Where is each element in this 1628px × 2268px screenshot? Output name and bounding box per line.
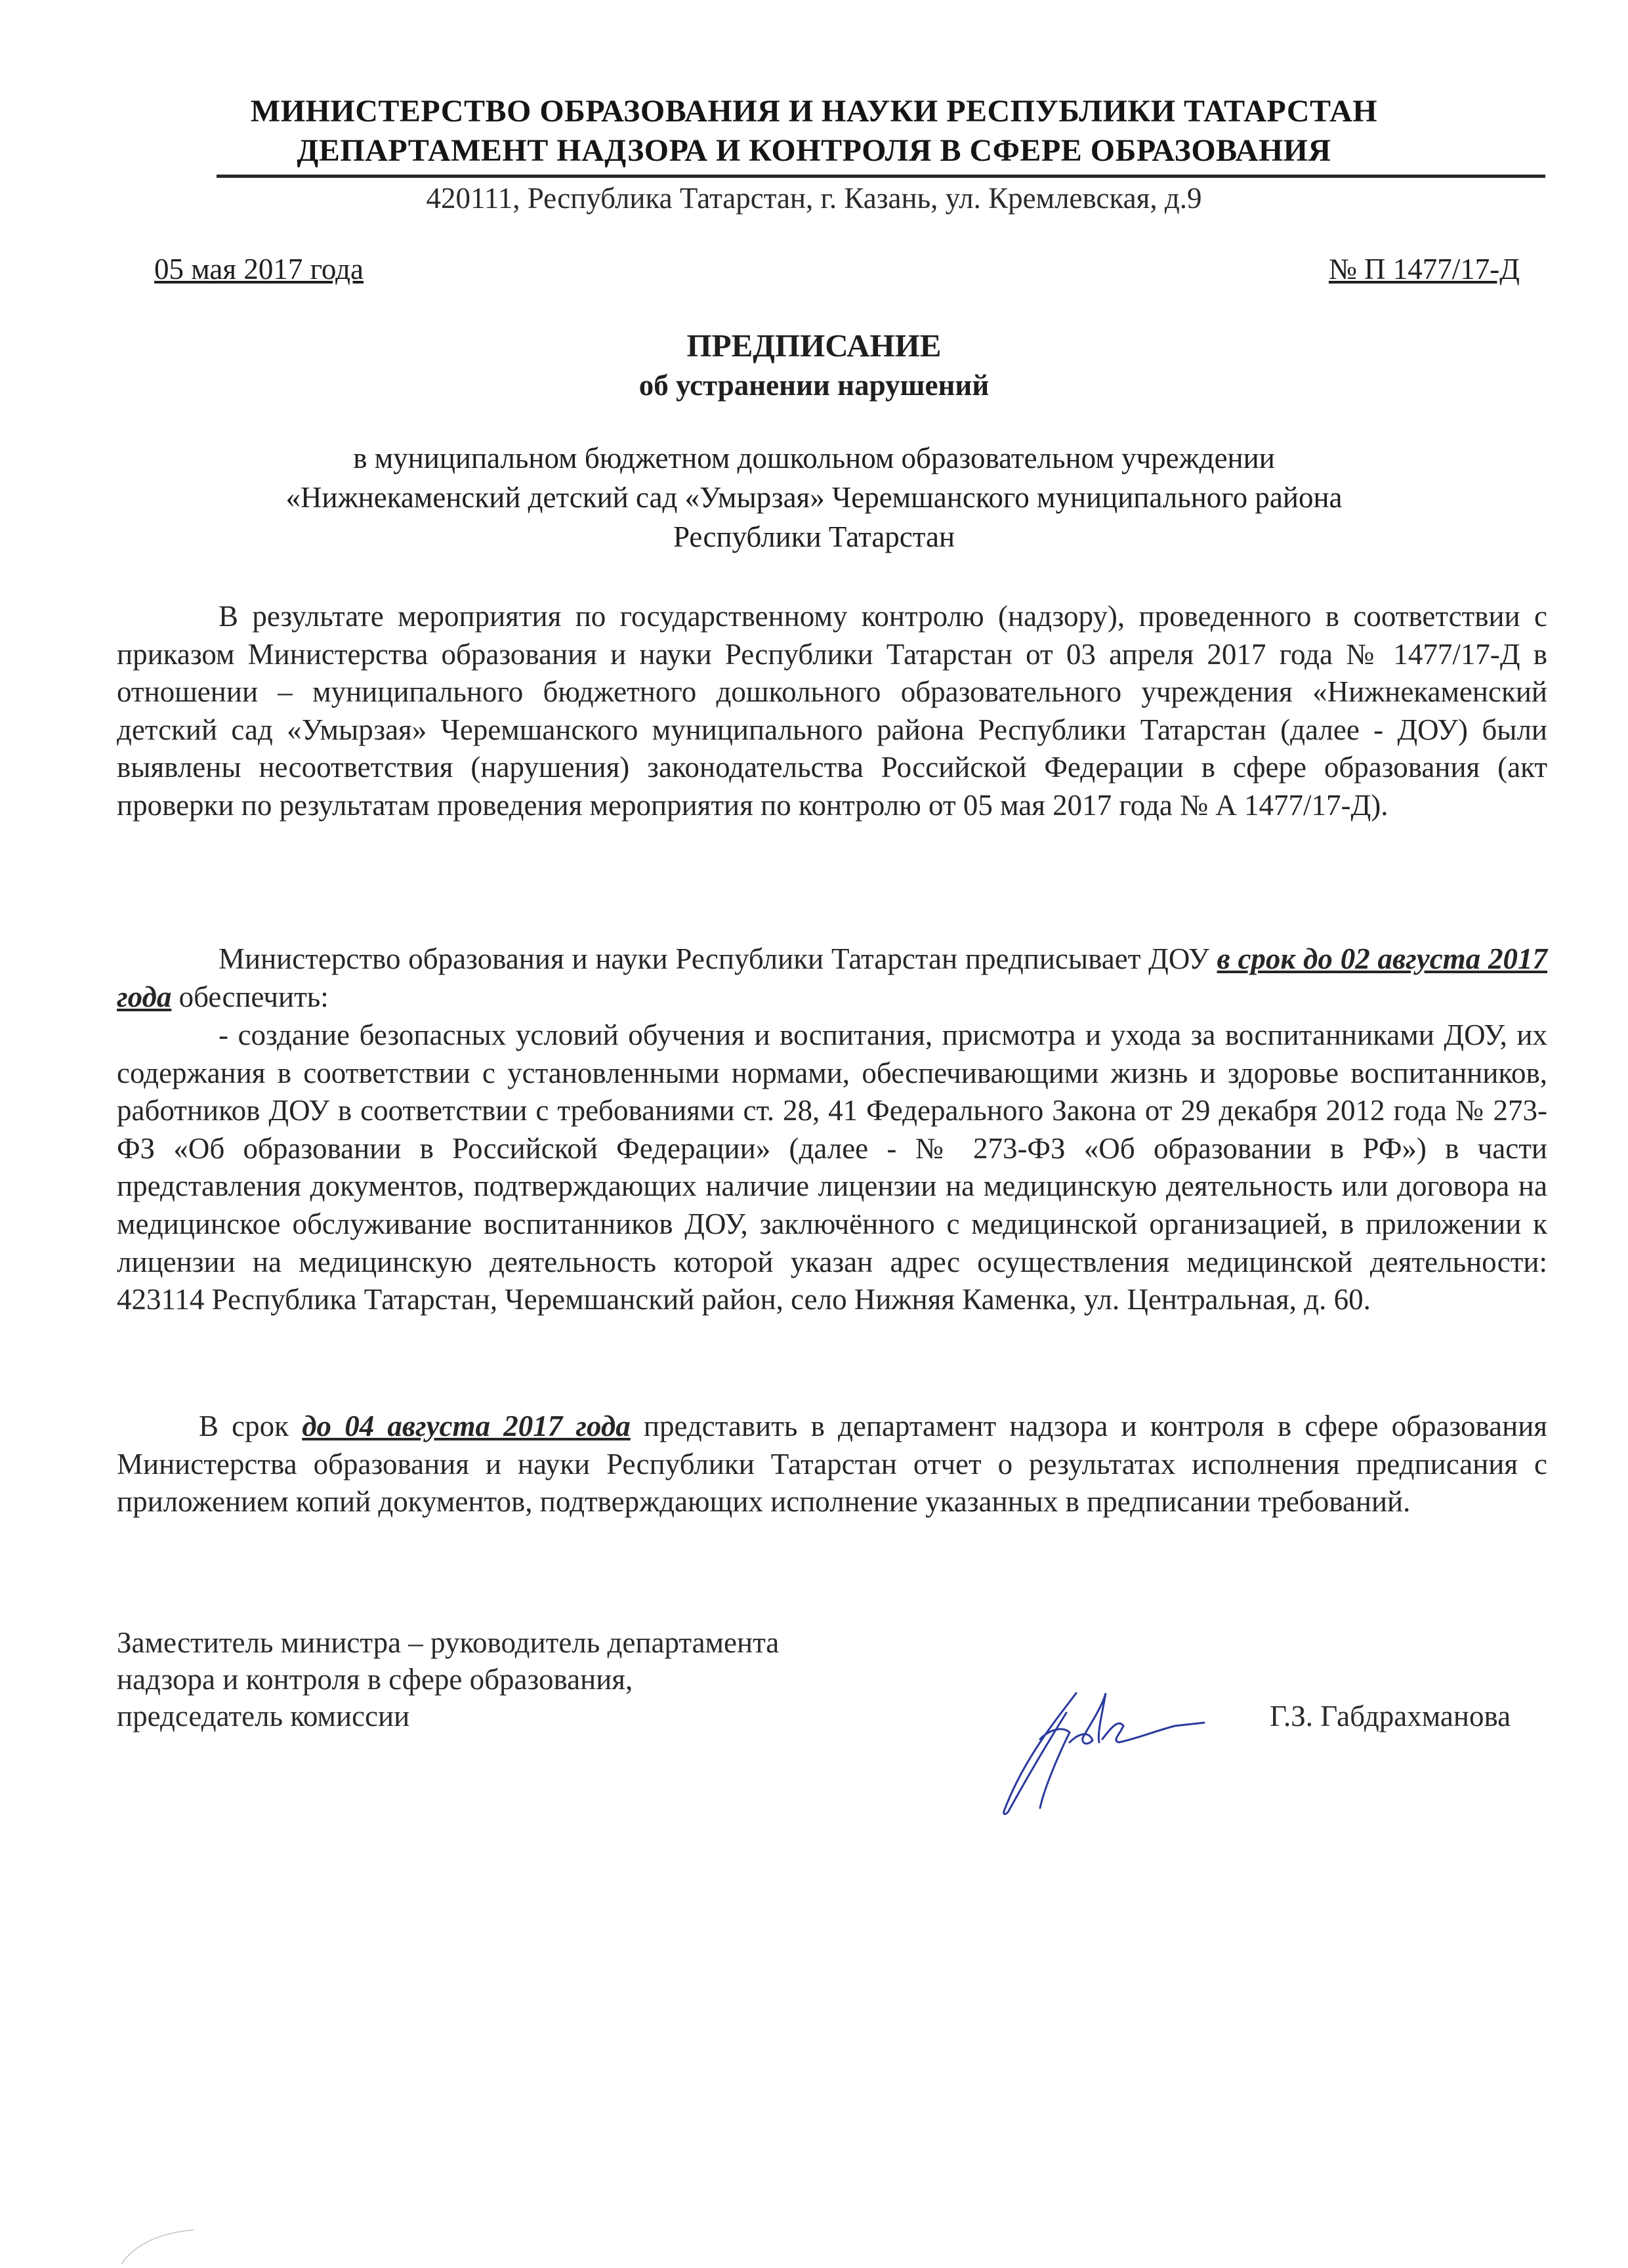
ministry-header: МИНИСТЕРСТВО ОБРАЗОВАНИЯ И НАУКИ РЕСПУБЛИКИ ТАТАРСТАН xyxy=(250,94,1378,129)
report-text: В срок xyxy=(199,1410,303,1442)
subject-line-2: «Нижнекаменский детский сад «Умырзая» Черемшанского муниципального района xyxy=(285,481,1343,514)
report-deadline: до 04 августа 2017 года xyxy=(302,1410,631,1442)
document-date: 05 мая 2017 года xyxy=(154,253,364,285)
document-title: ПРЕДПИСАНИЕ xyxy=(686,327,942,364)
paragraph-order xyxy=(117,940,1547,1016)
scan-corner-mark xyxy=(115,2225,207,2268)
signatory-name: Г.З. Габдрахманова xyxy=(1270,1700,1511,1732)
subject-line-3: Республики Татарстан xyxy=(673,520,955,553)
header-divider xyxy=(217,175,1545,178)
signatory-position-3: председатель комиссии xyxy=(117,1700,410,1732)
paragraph-findings: В результате мероприятия по государственному контролю (надзору), проведенного в соответствии с приказом Министерства образования и науки Республики Татарстан от 03 апреля 2017 года № 1477/17-Д в отношении – муниципального бюджетного дошкольного образовательного учреждения «Нижнекаменский детский сад «Умырзая» Черемшанского муниципального района Республики Татарстан (далее - ДОУ) были выявлены несоответствия (нарушения) законодательства Российской Федерации в сфере образования (акт проверки по результатам проведения мероприятия по контролю от 05 мая 2017 года № А 1477/17-Д). xyxy=(117,600,1547,822)
order-text-end: обеспечить: xyxy=(171,980,329,1013)
order-text: Министерство образования и науки Республики Татарстан предписывает ДОУ xyxy=(219,942,1217,975)
paragraph-report xyxy=(117,1408,1547,1521)
signatory-position-1: Заместитель министра – руководитель департамента xyxy=(117,1626,780,1659)
paragraph-requirement: - создание безопасных условий обучения и воспитания, присмотра и ухода за воспитанниками ДОУ, их содержания в соответствии с установленными нормами, обеспечивающими жизнь и здоровье воспитанников, работников ДОУ в соответствии с требованиями ст. 28, 41 Федерального Закона от 29 декабря 2012 года № 273-ФЗ «Об образовании в Российской Федерации» (далее - № 273-ФЗ «Об образовании в РФ») в части представления документов, подтверждающих наличие лицензии на медицинскую деятельность или договора на медицинское обслуживание воспитанников ДОУ, заключённого с медицинской организацией, в приложении к лицензии на медицинскую деятельность которой указан адрес осуществления медицинской деятельности: 423114 Республика Татарстан, Черемшанский район, село Нижняя Каменка, ул. Центральная, д. 60. xyxy=(117,1018,1547,1316)
department-header: ДЕПАРТАМЕНТ НАДЗОРА И КОНТРОЛЯ В СФЕРЕ ОБРАЗОВАНИЯ xyxy=(297,133,1331,168)
signatory-position-2: надзора и контроля в сфере образования, xyxy=(117,1663,633,1696)
subject-line-1: в муниципальном бюджетном дошкольном образовательном учреждении xyxy=(353,442,1275,474)
order-deadline: в срок до 02 августа 2017 года xyxy=(117,942,1547,1013)
document-subtitle: об устранении нарушений xyxy=(638,369,990,402)
report-text-end: представить в департамент надзора и контроля в сфере образования Министерства образования и науки Республики Татарстан отчет о результатах исполнения предписания с приложением копий документов, подтверждающих исполнение указанных в предписании требований. xyxy=(117,1410,1547,1519)
document-number: № П 1477/17-Д xyxy=(1328,253,1520,285)
handwritten-signature xyxy=(978,1680,1214,1824)
ministry-address: 420111, Республика Татарстан, г. Казань, ул. Кремлевская, д.9 xyxy=(426,182,1202,215)
